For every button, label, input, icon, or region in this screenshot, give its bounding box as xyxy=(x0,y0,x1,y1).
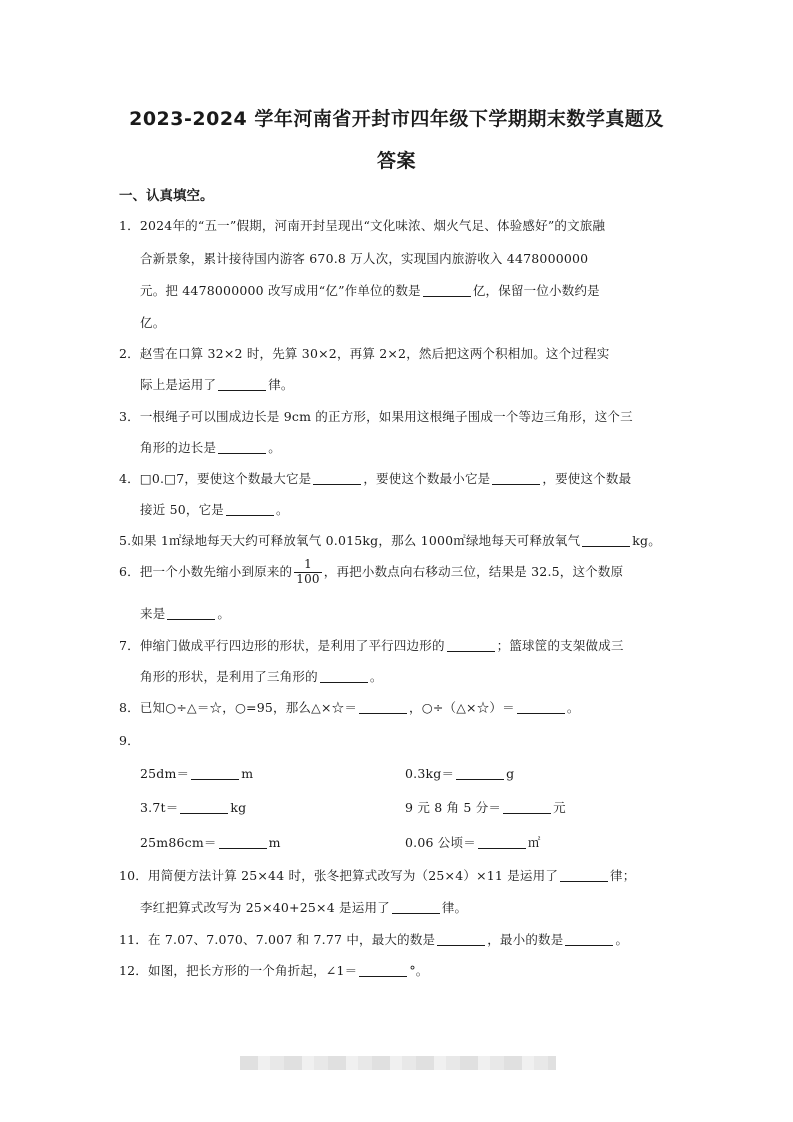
question-text: kg。 xyxy=(632,533,661,548)
answer-blank[interactable] xyxy=(219,836,267,849)
answer-blank[interactable] xyxy=(437,933,485,946)
question-1-line-1: 1．2024年的“五一”假期，河南开封呈现出“文化味浓、烟火气足、体验感好”的文旅融 xyxy=(119,218,606,233)
section-heading: 一、认真填空。 xyxy=(119,188,214,204)
answer-blank[interactable] xyxy=(167,607,215,620)
unit: ㎡ xyxy=(527,835,541,850)
question-text: 。 xyxy=(615,932,629,947)
conversion-3 xyxy=(140,798,246,816)
answer-blank[interactable] xyxy=(560,869,608,882)
question-text: 10．用简便方法计算 25×44 时，张冬把算式改写为（25×4）×11 是运用了 xyxy=(119,868,559,883)
question-1-line-3 xyxy=(140,281,600,299)
question-text: 律。 xyxy=(441,900,468,915)
question-2-line-1: 2．赵雪在口算 32×2 时，先算 30×2，再算 2×2，然后把这两个积相加。这个过程实 xyxy=(119,346,610,361)
question-text: 4．□0.□7，要使这个数最大它是 xyxy=(119,471,312,486)
unit: m xyxy=(268,835,281,850)
answer-blank[interactable] xyxy=(447,639,495,652)
question-text: 元。把 4478000000 改写成用“亿”作单位的数是 xyxy=(140,283,421,298)
question-text: 。 xyxy=(268,440,281,455)
unit: m xyxy=(241,766,254,781)
fraction-denominator: 100 xyxy=(296,571,320,586)
answer-blank[interactable] xyxy=(565,933,613,946)
question-8 xyxy=(119,698,580,716)
question-text: 接近 50，它是 xyxy=(140,502,224,517)
answer-blank[interactable] xyxy=(456,767,504,780)
question-text: 25m86cm＝ xyxy=(140,835,217,850)
question-text: 角形的形状，是利用了三角形的 xyxy=(140,669,318,684)
fraction-numerator: 1 xyxy=(294,558,322,573)
answer-blank[interactable] xyxy=(320,670,368,683)
answer-blank[interactable] xyxy=(359,701,407,714)
question-text: 12．如图，把长方形的一个角折起，∠1＝ xyxy=(119,963,358,978)
question-text: °。 xyxy=(409,963,429,978)
answer-blank[interactable] xyxy=(226,503,274,516)
unit: 元 xyxy=(553,800,566,815)
page-title: 2023-2024 学年河南省开封市四年级下学期期末数学真题及 xyxy=(129,108,664,130)
question-text: 5.如果 1㎡绿地每天大约可释放氧气 0.015kg，那么 1000㎡绿地每天可释放氧气 xyxy=(119,533,581,548)
question-text: 7．伸缩门做成平行四边形的形状，是利用了平行四边形的 xyxy=(119,638,445,653)
question-text: 9 元 8 角 5 分＝ xyxy=(405,800,502,815)
question-10-line-2 xyxy=(140,898,467,916)
question-text: 亿，保留一位小数约是 xyxy=(472,283,600,298)
question-3-line-2 xyxy=(140,438,281,456)
conversion-4 xyxy=(405,798,566,816)
answer-blank[interactable] xyxy=(492,472,540,485)
question-1-line-2: 合新景象，累计接待国内游客 670.8 万人次，实现国内旅游收入 4478000000 xyxy=(140,251,589,266)
question-text: 25dm＝ xyxy=(140,766,190,781)
question-1-line-4: 亿。 xyxy=(140,315,166,330)
answer-blank[interactable] xyxy=(191,767,239,780)
answer-blank[interactable] xyxy=(218,441,266,454)
question-text: 律； xyxy=(610,868,636,883)
question-text: 际上是运用了 xyxy=(140,377,217,392)
question-4-line-1 xyxy=(119,469,631,487)
question-text: ，要使这个数最 xyxy=(542,471,632,486)
question-text: 6．把一个小数先缩小到原来的 xyxy=(119,563,293,579)
question-6-line-2 xyxy=(140,604,230,622)
fraction xyxy=(294,558,322,587)
question-text: 。 xyxy=(566,700,580,715)
question-text: ；篮球筐的支架做成三 xyxy=(496,638,624,653)
answer-blank[interactable] xyxy=(503,801,551,814)
question-text: 。 xyxy=(369,669,383,684)
question-2-line-2 xyxy=(140,375,294,393)
conversion-5 xyxy=(140,833,281,851)
answer-blank[interactable] xyxy=(517,701,565,714)
conversion-6 xyxy=(405,833,541,851)
answer-blank[interactable] xyxy=(392,901,440,914)
question-6-line-1 xyxy=(119,558,623,587)
question-7-line-2 xyxy=(140,667,383,685)
question-text: ，再把小数点向右移动三位，结果是 32.5，这个数原 xyxy=(323,563,624,579)
question-text: 李红把算式改写为 25×40+25×4 是运用了 xyxy=(140,900,390,915)
unit: g xyxy=(506,766,515,781)
answer-blank[interactable] xyxy=(218,378,266,391)
question-text: 。 xyxy=(275,502,289,517)
question-12 xyxy=(119,961,429,979)
answer-blank[interactable] xyxy=(478,836,526,849)
question-7-line-1 xyxy=(119,636,624,654)
question-text: 来是 xyxy=(140,606,166,621)
answer-blank[interactable] xyxy=(359,964,407,977)
answer-blank[interactable] xyxy=(180,801,228,814)
question-10-line-1 xyxy=(119,866,635,884)
question-5 xyxy=(119,531,661,549)
question-3-line-1: 3．一根绳子可以围成边长是 9cm 的正方形，如果用这根绳子围成一个等边三角形，这个三 xyxy=(119,409,633,424)
question-text: 。 xyxy=(217,606,231,621)
question-text: 0.3kg＝ xyxy=(405,766,455,781)
question-text: 3.7t＝ xyxy=(140,800,179,815)
question-text: ，要使这个数最小它是 xyxy=(363,471,491,486)
conversion-2 xyxy=(405,764,514,782)
question-text: ，○÷（△×☆）＝ xyxy=(409,700,515,715)
answer-blank[interactable] xyxy=(423,284,471,297)
question-text: 角形的边长是 xyxy=(140,440,217,455)
question-text: ，最小的数是 xyxy=(487,932,564,947)
blurred-footer-watermark xyxy=(240,1056,556,1070)
question-text: 11．在 7.07、7.070、7.007 和 7.77 中，最大的数是 xyxy=(119,932,436,947)
question-9-label: 9． xyxy=(119,733,140,748)
unit: kg xyxy=(230,800,247,815)
answer-blank[interactable] xyxy=(313,472,361,485)
answer-blank[interactable] xyxy=(582,534,630,547)
question-11 xyxy=(119,930,628,948)
question-text: 律。 xyxy=(268,377,294,392)
conversion-1 xyxy=(140,764,253,782)
question-text: 8．已知○÷△＝☆，○=95，那么△×☆＝ xyxy=(119,700,358,715)
question-text: 0.06 公顷＝ xyxy=(405,835,476,850)
question-4-line-2 xyxy=(140,500,289,518)
page-title-continued: 答案 xyxy=(376,150,416,172)
